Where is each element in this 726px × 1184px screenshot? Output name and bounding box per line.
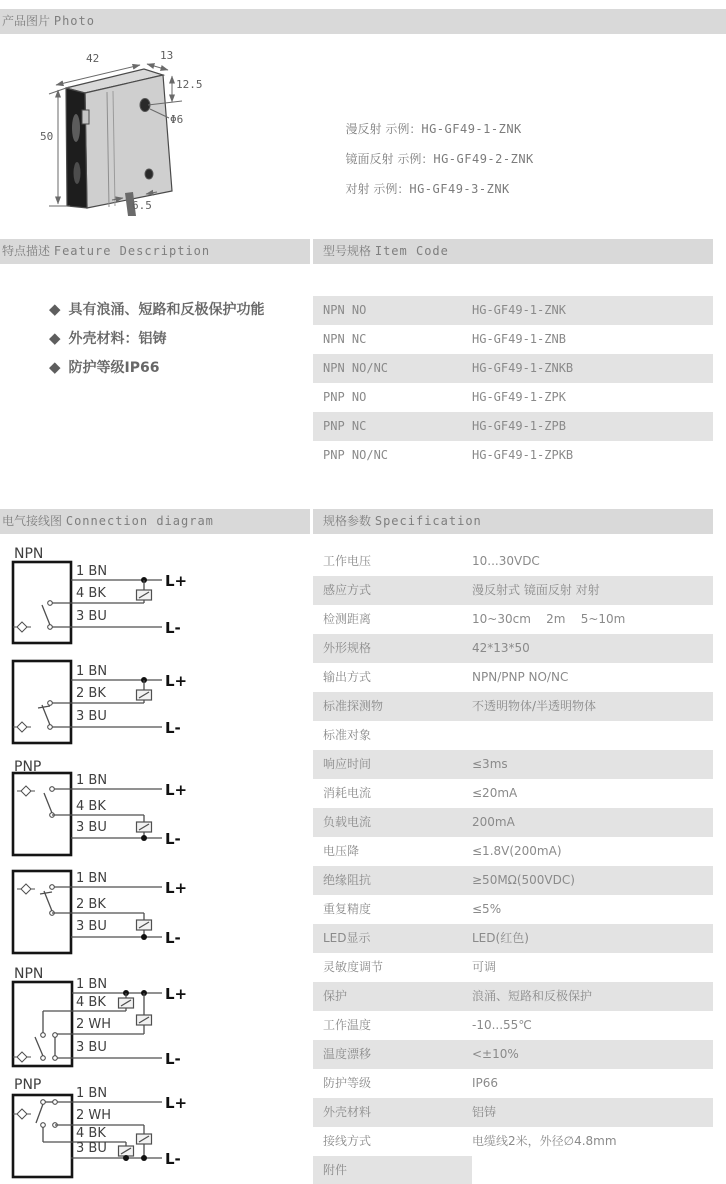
diamond-bullet-icon: ◆ — [49, 358, 61, 376]
sensor-box — [13, 661, 71, 743]
spec-name: 防护等级 — [323, 1076, 372, 1090]
dim-hole-dia: Φ6 — [170, 113, 184, 126]
dim-height: 50 — [40, 130, 54, 143]
junction-dot — [141, 934, 147, 940]
output-type: NPN NC — [323, 332, 367, 346]
spec-value: 42*13*50 — [472, 641, 530, 655]
wire-label-wh: 2 WH — [76, 1017, 112, 1032]
section-title-zh: 电气接线图 — [2, 514, 63, 528]
switch-contact — [50, 787, 55, 792]
section-title-zh: 产品图片 — [2, 14, 51, 28]
spec-name: 电压降 — [323, 844, 360, 858]
spec-row — [313, 837, 713, 866]
spec-name: 负载电流 — [323, 815, 372, 829]
wire-label-bu: 3 BU — [76, 709, 107, 724]
wiring-diagram-pnp-no — [0, 760, 200, 860]
spec-row — [313, 634, 713, 663]
spec-value: 电缆线2米，外径∅4.8mm — [472, 1134, 617, 1148]
spec-name: 标准探测物 — [323, 699, 384, 713]
wire-label-bu: 3 BU — [76, 1040, 107, 1055]
spec-row — [313, 895, 713, 924]
switch-blade — [44, 891, 52, 911]
switch-blade — [44, 793, 52, 813]
wiring-diagram-npn-4wire — [0, 965, 200, 1072]
spec-row — [313, 750, 713, 779]
switch-contact — [50, 885, 55, 890]
switch-contact — [48, 625, 53, 630]
wire-label-bn: 1 BN — [76, 773, 108, 788]
spec-row — [313, 1098, 713, 1127]
spec-name: 外壳材料 — [323, 1105, 372, 1119]
section-header-connection — [0, 509, 310, 534]
spec-name: 外形规格 — [323, 641, 372, 655]
spec-name: LED显示 — [323, 931, 371, 945]
switch-contact — [53, 1056, 58, 1061]
spec-value: ≤1.8V(200mA) — [472, 844, 562, 858]
spec-row — [313, 1156, 713, 1184]
example-line — [315, 84, 534, 136]
spec-value: 10~30cm 2m 5~10m — [472, 612, 626, 626]
output-type: PNP NO/NC — [323, 448, 389, 462]
spec-name: 保护 — [323, 989, 348, 1003]
item-code-row — [313, 296, 713, 325]
spec-value: 200mA — [472, 815, 515, 829]
wire-label-bu: 3 BU — [76, 919, 107, 934]
diagram-type-label: NPN — [14, 546, 44, 562]
spec-row — [313, 605, 713, 634]
sensor-icon — [17, 786, 35, 796]
mounting-hole-bottom — [145, 169, 153, 179]
spec-row — [313, 1127, 713, 1156]
spec-row — [313, 1040, 713, 1069]
section-title-zh: 特点描述 — [2, 244, 51, 258]
feature-text: 外壳材料：铝铸 — [68, 331, 167, 347]
wiring-diagram-pnp-4wire — [0, 1078, 200, 1184]
diamond-bullet-icon: ◆ — [49, 329, 61, 347]
wire-label-bn: 1 BN — [76, 871, 108, 886]
sensor-icon — [13, 722, 31, 732]
spec-name: 检测距离 — [323, 612, 372, 626]
spec-name: 附件 — [313, 1156, 472, 1184]
wire-label-bk: 4 BK — [76, 586, 106, 601]
sensor-box — [13, 871, 71, 953]
item-code: HG-GF49-1-ZNKB — [472, 361, 574, 375]
spec-row — [313, 721, 713, 750]
spec-value: 不透明物体/半透明物体 — [472, 699, 597, 713]
wire-label-bn: 1 BN — [76, 1086, 108, 1101]
dim-width: 42 — [86, 52, 100, 65]
l-minus-label: L- — [165, 1150, 181, 1168]
spec-row — [313, 663, 713, 692]
example-code: HG-GF49-2-ZNK — [433, 152, 534, 166]
spec-name: 重复精度 — [323, 902, 372, 916]
wire-label-bk: 2 BK — [76, 686, 106, 701]
spec-row — [313, 982, 713, 1011]
switch-contact — [48, 725, 53, 730]
diagram-type-label: NPN — [14, 966, 44, 982]
l-plus-label: L+ — [165, 879, 188, 897]
switch-contact — [41, 1123, 46, 1128]
section-header-photo — [0, 9, 726, 34]
item-code: HG-GF49-1-ZNK — [472, 303, 566, 317]
spec-row — [313, 547, 713, 576]
wire-label-wh: 2 WH — [76, 1108, 112, 1123]
spec-row — [313, 953, 713, 982]
spec-value: ≤20mA — [472, 786, 518, 800]
wiring-diagram-npn-no — [0, 545, 200, 647]
dim-depth: 13 — [160, 49, 174, 62]
wire-label-bn: 1 BN — [76, 564, 108, 579]
lens-reflection — [72, 114, 80, 142]
spec-value: 可调 — [472, 960, 497, 974]
l-minus-label: L- — [165, 619, 181, 637]
l-plus-label: L+ — [165, 1094, 188, 1112]
sensor-side-face — [85, 75, 172, 208]
section-title-zh: 规格参数 — [323, 514, 372, 528]
diagram-type-label: PNP — [14, 1078, 42, 1093]
item-code-row — [313, 441, 713, 470]
wire-label-bk: 4 BK — [76, 995, 106, 1010]
l-minus-label: L- — [165, 929, 181, 947]
spec-name: 工作温度 — [323, 1018, 372, 1032]
spec-row — [313, 808, 713, 837]
item-code-row — [313, 412, 713, 441]
spec-name: 消耗电流 — [323, 786, 372, 800]
section-title-en: Item Code — [374, 244, 449, 258]
spec-value: 铝铸 — [472, 1105, 497, 1119]
wire-label-bn: 1 BN — [76, 977, 108, 992]
spec-row — [313, 576, 713, 605]
wire-label-bu: 3 BU — [76, 820, 107, 835]
example-code: HG-GF49-1-ZNK — [421, 122, 522, 136]
spec-table — [313, 547, 713, 1184]
example-code: HG-GF49-3-ZNK — [409, 182, 510, 196]
output-type: PNP NC — [323, 419, 367, 433]
switch-blade — [36, 1104, 43, 1123]
output-type: NPN NO — [323, 303, 367, 317]
wire-label-bk: 4 BK — [76, 1126, 106, 1141]
switch-contact — [53, 1100, 58, 1105]
wire-label-bk: 2 BK — [76, 897, 106, 912]
l-plus-label: L+ — [165, 672, 188, 690]
spec-value — [472, 1156, 713, 1184]
section-header-item-code — [313, 239, 713, 264]
item-code-table — [313, 296, 713, 470]
switch-contact — [48, 701, 53, 706]
l-plus-label: L+ — [165, 985, 188, 1003]
spec-row — [313, 1069, 713, 1098]
feature-text: 具有浪涌、短路和反极保护功能 — [68, 302, 265, 318]
spec-value: ≥50MΩ(500VDC) — [472, 873, 575, 887]
lens-reflection-2 — [74, 162, 81, 184]
item-code-row — [313, 383, 713, 412]
nc-tick — [40, 892, 52, 894]
item-code-row — [313, 325, 713, 354]
spec-value: <±10% — [472, 1047, 519, 1061]
l-minus-label: L- — [165, 719, 181, 737]
l-minus-label: L- — [165, 830, 181, 848]
switch-contact — [41, 1100, 46, 1105]
feature-text: 防护等级IP66 — [68, 360, 160, 376]
output-type: PNP NO — [323, 390, 367, 404]
switch-contact — [41, 1056, 46, 1061]
l-plus-label: L+ — [165, 781, 188, 799]
item-code: HG-GF49-1-ZPK — [472, 390, 566, 404]
switch-contact — [48, 601, 53, 606]
l-plus-label: L+ — [165, 572, 188, 590]
wire-label-bk: 4 BK — [76, 799, 106, 814]
section-title-en: Specification — [374, 514, 482, 528]
spec-value: LED(红色) — [472, 931, 529, 945]
spec-value: -10...55℃ — [472, 1018, 532, 1032]
spec-row — [313, 692, 713, 721]
spec-name: 响应时间 — [323, 757, 372, 771]
spec-name: 温度漂移 — [323, 1047, 372, 1061]
wire-label-bn: 1 BN — [76, 664, 108, 679]
l-minus-label: L- — [165, 1050, 181, 1068]
section-title-en: Connection diagram — [65, 514, 214, 528]
section-title-en: Photo — [53, 14, 95, 28]
sensor-icon — [17, 884, 35, 894]
feature-item — [10, 266, 265, 318]
junction-dot — [141, 1155, 147, 1161]
spec-value: 10...30VDC — [472, 554, 540, 568]
item-code: HG-GF49-1-ZPB — [472, 419, 566, 433]
spec-name: 工作电压 — [323, 554, 372, 568]
item-code-row — [313, 354, 713, 383]
side-tab — [82, 110, 89, 124]
section-header-spec — [313, 509, 713, 534]
junction-dot — [123, 1155, 129, 1161]
sensor-lens-face — [66, 88, 87, 208]
spec-row — [313, 779, 713, 808]
wiring-diagram-npn-nc — [0, 655, 200, 750]
model-examples — [315, 84, 534, 196]
switch-contact — [53, 1033, 58, 1038]
wire-label-bu: 3 BU — [76, 1141, 107, 1156]
output-type: NPN NO/NC — [323, 361, 389, 375]
sensor-icon — [13, 1109, 31, 1119]
product-drawing — [20, 48, 300, 233]
wiring-diagram-pnp-nc — [0, 866, 200, 961]
spec-value: 漫反射式 镜面反射 对射 — [472, 583, 600, 597]
item-code: HG-GF49-1-ZPKB — [472, 448, 574, 462]
dim-bottom-offset: 6.5 — [132, 199, 152, 212]
section-title-zh: 型号规格 — [323, 244, 372, 258]
spec-value: ≤3ms — [472, 757, 508, 771]
feature-list — [10, 266, 265, 376]
spec-name: 输出方式 — [323, 670, 372, 684]
spec-name: 接线方式 — [323, 1134, 372, 1148]
diamond-bullet-icon: ◆ — [49, 300, 61, 318]
spec-name: 绝缘阻抗 — [323, 873, 372, 887]
spec-row — [313, 924, 713, 953]
spec-name: 标准对象 — [323, 728, 372, 742]
switch-blade — [42, 605, 50, 625]
spec-value: 浪涌、短路和反极保护 — [472, 989, 593, 1003]
example-label: 对射 示例： — [345, 182, 410, 196]
junction-dot — [141, 835, 147, 841]
spec-value — [472, 721, 713, 750]
wire-label-bu: 3 BU — [76, 609, 107, 624]
dim-hole-offset: 12.5 — [176, 78, 203, 91]
sensor-box — [13, 773, 71, 855]
switch-contact — [41, 1033, 46, 1038]
spec-value: NPN/PNP NO/NC — [472, 670, 569, 684]
nc-tick — [38, 706, 50, 708]
spec-value: IP66 — [472, 1076, 499, 1090]
dim-line-depth — [147, 64, 168, 70]
example-label: 镜面反射 示例： — [345, 152, 434, 166]
switch-blade — [35, 1037, 43, 1056]
sensor-icon — [13, 622, 31, 632]
spec-value: ≤5% — [472, 902, 502, 916]
example-label: 漫反射 示例： — [345, 122, 422, 136]
spec-row — [313, 1011, 713, 1040]
switch-blade — [42, 705, 50, 725]
spec-name: 灵敏度调节 — [323, 960, 384, 974]
spec-name: 感应方式 — [323, 583, 372, 597]
section-title-en: Feature Description — [53, 244, 211, 258]
diagram-type-label: PNP — [14, 760, 42, 775]
spec-row — [313, 866, 713, 895]
item-code: HG-GF49-1-ZNB — [472, 332, 566, 346]
sensor-icon — [13, 1052, 31, 1062]
section-header-features — [0, 239, 310, 264]
